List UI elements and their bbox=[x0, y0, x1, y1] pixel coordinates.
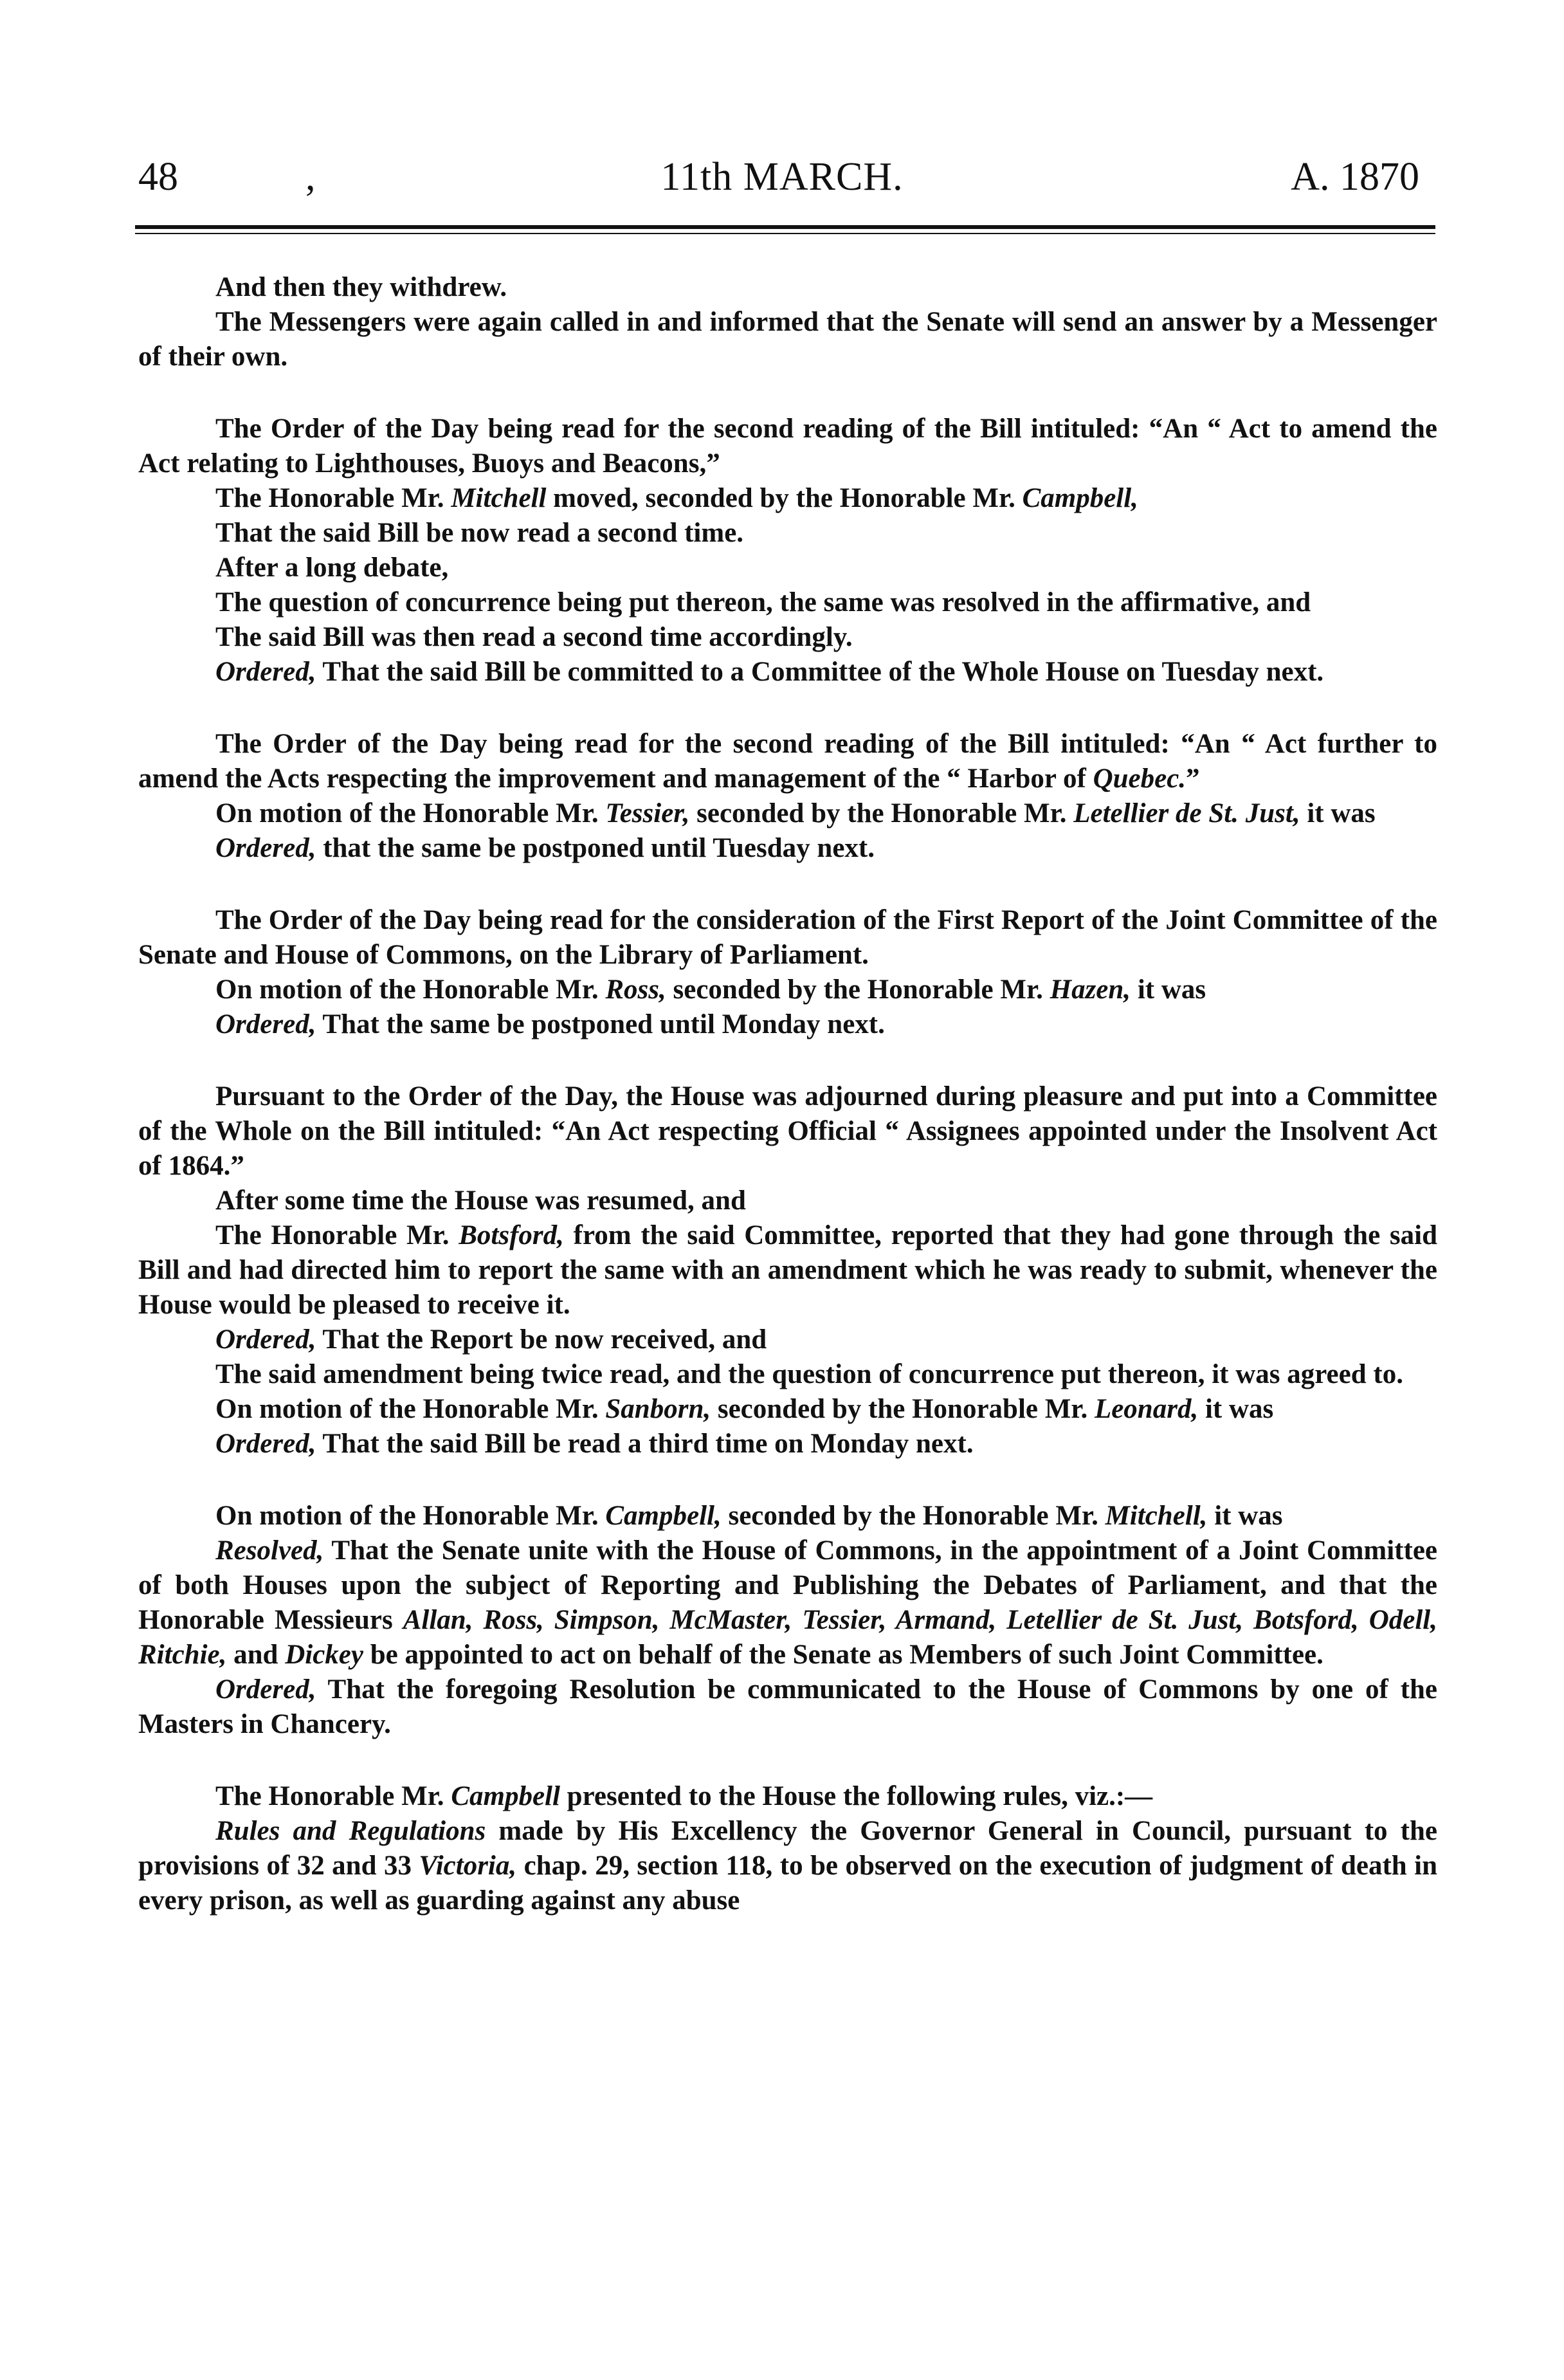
place-name: Quebec. bbox=[1093, 764, 1187, 794]
ordered-keyword: Ordered, bbox=[215, 1429, 316, 1459]
header-year: A. 1870 bbox=[1291, 155, 1419, 199]
header-rule-thick bbox=[135, 225, 1435, 229]
member-name: Leonard, bbox=[1094, 1394, 1199, 1424]
statute-name: Victoria, bbox=[419, 1851, 517, 1881]
text-run: The Honorable Mr. bbox=[215, 1781, 451, 1811]
header-date: 11th MARCH. bbox=[660, 155, 904, 199]
text-run: and bbox=[226, 1640, 286, 1670]
ordered-keyword: Ordered, bbox=[215, 833, 316, 863]
paragraph: The Order of the Day being read for the consideration of the First Report of the Joint Committee of the Senate and House of Commons, on the Library of Parliament. bbox=[138, 905, 1437, 970]
text-run: it was bbox=[1198, 1394, 1274, 1424]
section-gap bbox=[138, 1042, 1437, 1079]
text-run: it was bbox=[1131, 975, 1206, 1005]
paragraph bbox=[138, 831, 1437, 866]
member-name: Hazen, bbox=[1050, 975, 1131, 1005]
text-run: that the same be postponed until Tuesday next. bbox=[316, 833, 875, 863]
section-gap bbox=[138, 866, 1437, 903]
text-run: it was bbox=[1207, 1501, 1283, 1531]
paragraph bbox=[138, 481, 1437, 516]
ordered-keyword: Ordered, bbox=[215, 1674, 316, 1705]
member-name: Letellier de St. Just, bbox=[1073, 798, 1300, 828]
paragraph bbox=[138, 1427, 1437, 1461]
section-gap bbox=[138, 1461, 1437, 1499]
paragraph bbox=[138, 796, 1437, 831]
text-run: That the Senate unite with the House of Commons, in the appointment of a Joint Committee of both Houses upon the subject of Reporting and Publishing the Debates of Parliament, and that the Honorable Messieurs bbox=[138, 1535, 1437, 1635]
section-gap bbox=[138, 1742, 1437, 1779]
text-run: The Honorable Mr. bbox=[215, 1220, 459, 1250]
paragraph bbox=[138, 1533, 1437, 1672]
paragraph: The Order of the Day being read for the second reading of the Bill intituled: “An “ Act to amend the Act relating to Lighthouses, Buoys and Beacons,” bbox=[138, 414, 1437, 479]
paragraph bbox=[138, 1672, 1437, 1742]
header-mark: , bbox=[305, 155, 316, 199]
text-run: On motion of the Honorable Mr. bbox=[215, 798, 606, 828]
resolved-keyword: Resolved, bbox=[215, 1535, 324, 1566]
text-run: chap. 29, section 118, to be observed on the execution of judgment of death in every prison, as well as guarding against any abuse bbox=[138, 1851, 1437, 1916]
text-run: seconded by the Honorable Mr. bbox=[666, 975, 1050, 1005]
member-name: Botsford, bbox=[459, 1220, 564, 1250]
paragraph bbox=[138, 1814, 1437, 1918]
text-run: made by His Excellency the Governor General in Council, pursuant to the provisions of 32 and 33 bbox=[138, 1816, 1437, 1881]
paragraph bbox=[138, 1218, 1437, 1323]
member-name: Tessier, bbox=[605, 798, 690, 828]
section-gap bbox=[138, 374, 1437, 412]
text-run: That the said Bill be committed to a Committee of the Whole House on Tuesday next. bbox=[316, 657, 1324, 687]
ordered-keyword: Ordered, bbox=[215, 657, 316, 687]
paragraph bbox=[138, 727, 1437, 796]
paragraph: Pursuant to the Order of the Day, the House was adjourned during pleasure and put into a Committee of the Whole on the Bill intituled: “An Act respecting Official “ Assignees appointed under the Insolvent Act of 1864.” bbox=[138, 1081, 1437, 1181]
member-name: Campbell bbox=[451, 1781, 560, 1811]
text-run: seconded by the Honorable Mr. bbox=[711, 1394, 1095, 1424]
text-run: The Honorable Mr. bbox=[215, 483, 451, 513]
header-rule-thin bbox=[135, 233, 1435, 234]
paragraph bbox=[138, 1007, 1437, 1042]
text-run: be appointed to act on behalf of the Senate as Members of such Joint Committee. bbox=[363, 1640, 1323, 1670]
member-name: Campbell, bbox=[1022, 483, 1138, 513]
member-name: Dickey bbox=[285, 1640, 363, 1670]
paragraph: The said amendment being twice read, and the question of concurrence put thereon, it was agreed to. bbox=[215, 1359, 1403, 1389]
page-body bbox=[138, 270, 1437, 1918]
paragraph bbox=[138, 1779, 1437, 1814]
text-run: The Order of the Day being read for the second reading of the Bill intituled: “An “ Act further to amend the Acts respecting the improvement and management of the “ Harbor of bbox=[138, 729, 1437, 794]
text-run: presented to the House the following rules, viz.:— bbox=[559, 1781, 1153, 1811]
member-name: Mitchell bbox=[451, 483, 547, 513]
paragraph: After a long debate, bbox=[215, 553, 449, 583]
text-run: That the said Bill be read a third time on Monday next. bbox=[316, 1429, 974, 1459]
text-run: moved, seconded by the Honorable Mr. bbox=[546, 483, 1023, 513]
paragraph: The said Bill was then read a second time accordingly. bbox=[215, 622, 853, 652]
ordered-keyword: Ordered, bbox=[215, 1324, 316, 1355]
text-run: ” bbox=[1186, 764, 1200, 794]
page-number: 48 bbox=[138, 155, 178, 199]
page-header bbox=[132, 148, 1432, 206]
member-name: Sanborn, bbox=[605, 1394, 711, 1424]
paragraph bbox=[138, 973, 1437, 1007]
paragraph bbox=[138, 655, 1437, 690]
member-name: Ross, bbox=[605, 975, 666, 1005]
text-run: That the same be postponed until Monday next. bbox=[316, 1009, 885, 1039]
paragraph: That the said Bill be now read a second time. bbox=[215, 518, 744, 548]
text-run: from the said Committee, reported that they had gone through the said Bill and had directed him to report the same with an amendment which he was ready to submit, whenever the House would be pleased to receive it. bbox=[138, 1220, 1437, 1320]
text-run: That the foregoing Resolution be communicated to the House of Commons by one of the Masters in Chancery. bbox=[138, 1674, 1437, 1739]
paragraph: After some time the House was resumed, and bbox=[215, 1185, 746, 1216]
paragraph bbox=[138, 1392, 1437, 1427]
paragraph bbox=[138, 1499, 1437, 1533]
text-run: it was bbox=[1300, 798, 1376, 828]
text-run: seconded by the Honorable Mr. bbox=[721, 1501, 1105, 1531]
text-run: seconded by the Honorable Mr. bbox=[689, 798, 1074, 828]
text-run: On motion of the Honorable Mr. bbox=[215, 1501, 606, 1531]
member-names: Allan, Ross, Simpson, McMaster, Tessier, Armand, Letellier de St. Just, Botsford, Odell, Ritchie, bbox=[138, 1605, 1437, 1670]
paragraph: The Messengers were again called in and informed that the Senate will send an answer by a Messenger of their own. bbox=[138, 307, 1437, 372]
paragraph: The question of concurrence being put thereon, the same was resolved in the affirmative, and bbox=[215, 587, 1311, 618]
text-run: On motion of the Honorable Mr. bbox=[215, 975, 606, 1005]
member-name: Campbell, bbox=[605, 1501, 722, 1531]
text-run: That the Report be now received, and bbox=[316, 1324, 767, 1355]
text-run: On motion of the Honorable Mr. bbox=[215, 1394, 606, 1424]
paragraph: And then they withdrew. bbox=[215, 272, 507, 302]
ordered-keyword: Ordered, bbox=[215, 1009, 316, 1039]
member-name: Mitchell, bbox=[1105, 1501, 1208, 1531]
rules-title: Rules and Regulations bbox=[215, 1816, 486, 1846]
paragraph bbox=[138, 1323, 1437, 1357]
section-gap bbox=[138, 690, 1437, 727]
